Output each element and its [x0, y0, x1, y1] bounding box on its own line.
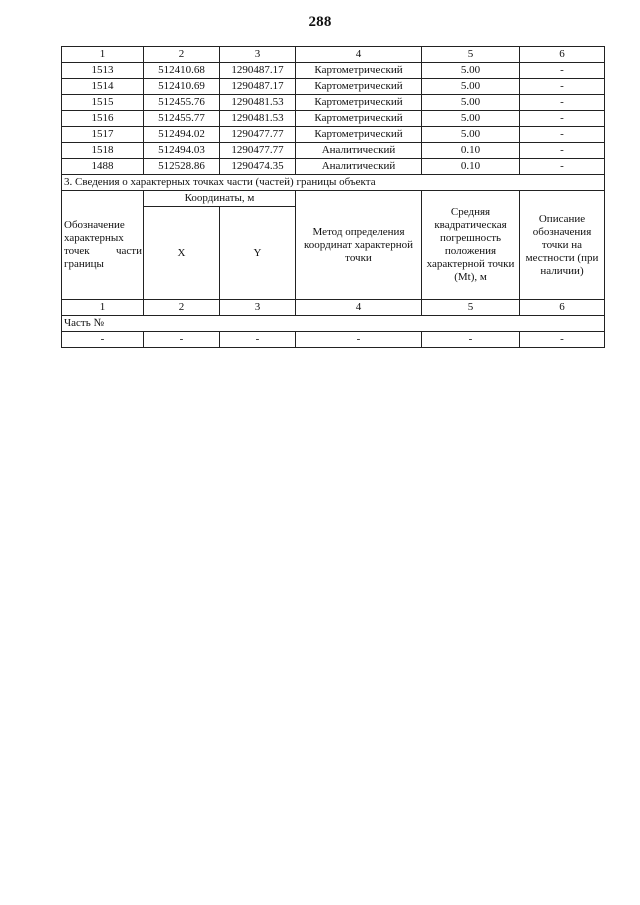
table-row [62, 127, 605, 143]
column-number: 2 [144, 300, 220, 316]
point-id: 1513 [62, 63, 144, 79]
point-id: 1514 [62, 79, 144, 95]
table-row [62, 159, 605, 175]
coord-y: 1290481.53 [220, 95, 296, 111]
description: - [520, 79, 605, 95]
empty-cell: - [220, 332, 296, 348]
table-row [62, 95, 605, 111]
table-row [62, 143, 605, 159]
header-x: X [144, 207, 220, 300]
description: - [520, 63, 605, 79]
page-number: 288 [308, 14, 332, 30]
description: - [520, 127, 605, 143]
section-numbers-row [62, 300, 605, 316]
accuracy: 5.00 [422, 127, 520, 143]
empty-cell: - [296, 332, 422, 348]
column-number: 4 [296, 300, 422, 316]
section-header-row-1 [62, 191, 605, 207]
point-id: 1518 [62, 143, 144, 159]
part-label: Часть № [62, 316, 605, 332]
header-cell: 3 [220, 47, 296, 63]
header-y: Y [220, 207, 296, 300]
table-row [62, 111, 605, 127]
description: - [520, 159, 605, 175]
section-title-row [62, 175, 605, 191]
header-point-designation: Обозначение характерных точек части границы [62, 191, 144, 300]
method: Аналитический [296, 159, 422, 175]
header-cell: 6 [520, 47, 605, 63]
column-number: 1 [62, 300, 144, 316]
accuracy: 0.10 [422, 159, 520, 175]
table-row [62, 79, 605, 95]
header-description: Описание обозначения точки на местности (при наличии) [520, 191, 605, 300]
coord-y: 1290487.17 [220, 63, 296, 79]
description: - [520, 111, 605, 127]
table-row [62, 63, 605, 79]
header-coordinates: Координаты, м [144, 191, 296, 207]
header-accuracy: Средняя квадратическая погрешность положения характерной точки (Mt), м [422, 191, 520, 300]
accuracy: 5.00 [422, 111, 520, 127]
coord-x: 512494.03 [144, 143, 220, 159]
coord-x: 512455.76 [144, 95, 220, 111]
point-id: 1515 [62, 95, 144, 111]
coord-x: 512455.77 [144, 111, 220, 127]
header-cell: 4 [296, 47, 422, 63]
column-number: 6 [520, 300, 605, 316]
method: Картометрический [296, 111, 422, 127]
method: Картометрический [296, 63, 422, 79]
coord-y: 1290487.17 [220, 79, 296, 95]
header-cell: 2 [144, 47, 220, 63]
accuracy: 5.00 [422, 63, 520, 79]
empty-cell: - [144, 332, 220, 348]
coord-y: 1290481.53 [220, 111, 296, 127]
coord-y: 1290474.35 [220, 159, 296, 175]
empty-cell: - [422, 332, 520, 348]
section-title: 3. Сведения о характерных точках части (частей) границы объекта [62, 175, 605, 191]
accuracy: 5.00 [422, 95, 520, 111]
coord-x: 512410.68 [144, 63, 220, 79]
table-header-row [62, 47, 605, 63]
coord-y: 1290477.77 [220, 127, 296, 143]
empty-cell: - [520, 332, 605, 348]
accuracy: 5.00 [422, 79, 520, 95]
column-number: 3 [220, 300, 296, 316]
empty-cell: - [62, 332, 144, 348]
header-method: Метод определения координат характерной точки [296, 191, 422, 300]
description: - [520, 143, 605, 159]
description: - [520, 95, 605, 111]
coord-x: 512410.69 [144, 79, 220, 95]
coord-x: 512494.02 [144, 127, 220, 143]
coord-x: 512528.86 [144, 159, 220, 175]
method: Картометрический [296, 127, 422, 143]
table-row [62, 332, 605, 348]
coordinates-table [61, 46, 605, 348]
method: Аналитический [296, 143, 422, 159]
accuracy: 0.10 [422, 143, 520, 159]
header-cell: 5 [422, 47, 520, 63]
column-number: 5 [422, 300, 520, 316]
point-id: 1488 [62, 159, 144, 175]
method: Картометрический [296, 95, 422, 111]
point-id: 1517 [62, 127, 144, 143]
method: Картометрический [296, 79, 422, 95]
coord-y: 1290477.77 [220, 143, 296, 159]
part-row [62, 316, 605, 332]
header-cell: 1 [62, 47, 144, 63]
point-id: 1516 [62, 111, 144, 127]
